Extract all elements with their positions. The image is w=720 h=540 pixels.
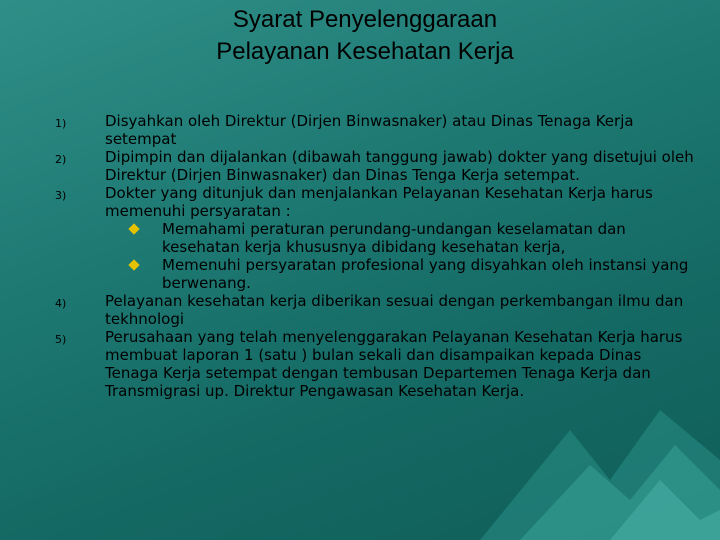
list-item	[55, 328, 695, 400]
requirements-list	[55, 112, 695, 400]
item-number: 1)	[55, 117, 67, 130]
slide-title-line-1: Syarat Penyelenggaraan	[232, 6, 498, 33]
sub-list-item	[105, 220, 695, 256]
item-text: Pelayanan kesehatan kerja diberikan sesuai dengan perkembangan ilmu dan tekhnologi	[105, 292, 684, 328]
list-item	[55, 292, 695, 328]
diamond-bullet-icon	[128, 259, 139, 270]
item-number: 4)	[55, 297, 67, 310]
item-text: Disyahkan oleh Direktur (Dirjen Binwasnaker) atau Dinas Tenaga Kerja setempat	[105, 112, 634, 148]
item-number: 3)	[55, 189, 67, 202]
item-text: Dokter yang ditunjuk dan menjalankan Pelayanan Kesehatan Kerja harus memenuhi persyaratan :	[105, 184, 653, 220]
item-text: Dipimpin dan dijalankan (dibawah tanggung jawab) dokter yang disetujui oleh Direktur (Dirjen Binwasnaker) dan Dinas Tenga Kerja setempat.	[105, 148, 694, 184]
slide-title	[0, 4, 720, 68]
item-number: 2)	[55, 153, 67, 166]
item-text: Perusahaan yang telah menyelenggarakan Pelayanan Kesehatan Kerja harus membuat laporan 1 (satu ) bulan sekali dan disampaikan kepada Dinas Tenaga Kerja setempat dengan tembusan Departemen Tenaga Kerja dan Transmigrasi up. Direktur Pengawasan Kesehatan Kerja.	[105, 328, 683, 400]
sub-item-text: Memahami peraturan perundang-undangan keselamatan dan kesehatan kerja khususnya dibidang kesehatan kerja,	[162, 220, 626, 256]
list-item	[55, 184, 695, 292]
item-number: 5)	[55, 333, 67, 346]
sub-list-item	[105, 256, 695, 292]
slide-title-line-2: Pelayanan Kesehatan Kerja	[216, 38, 514, 65]
list-item	[55, 148, 695, 184]
list-item	[55, 112, 695, 148]
diamond-bullet-icon	[128, 223, 139, 234]
sub-item-text: Memenuhi persyaratan profesional yang disyahkan oleh instansi yang berwenang.	[162, 256, 689, 292]
